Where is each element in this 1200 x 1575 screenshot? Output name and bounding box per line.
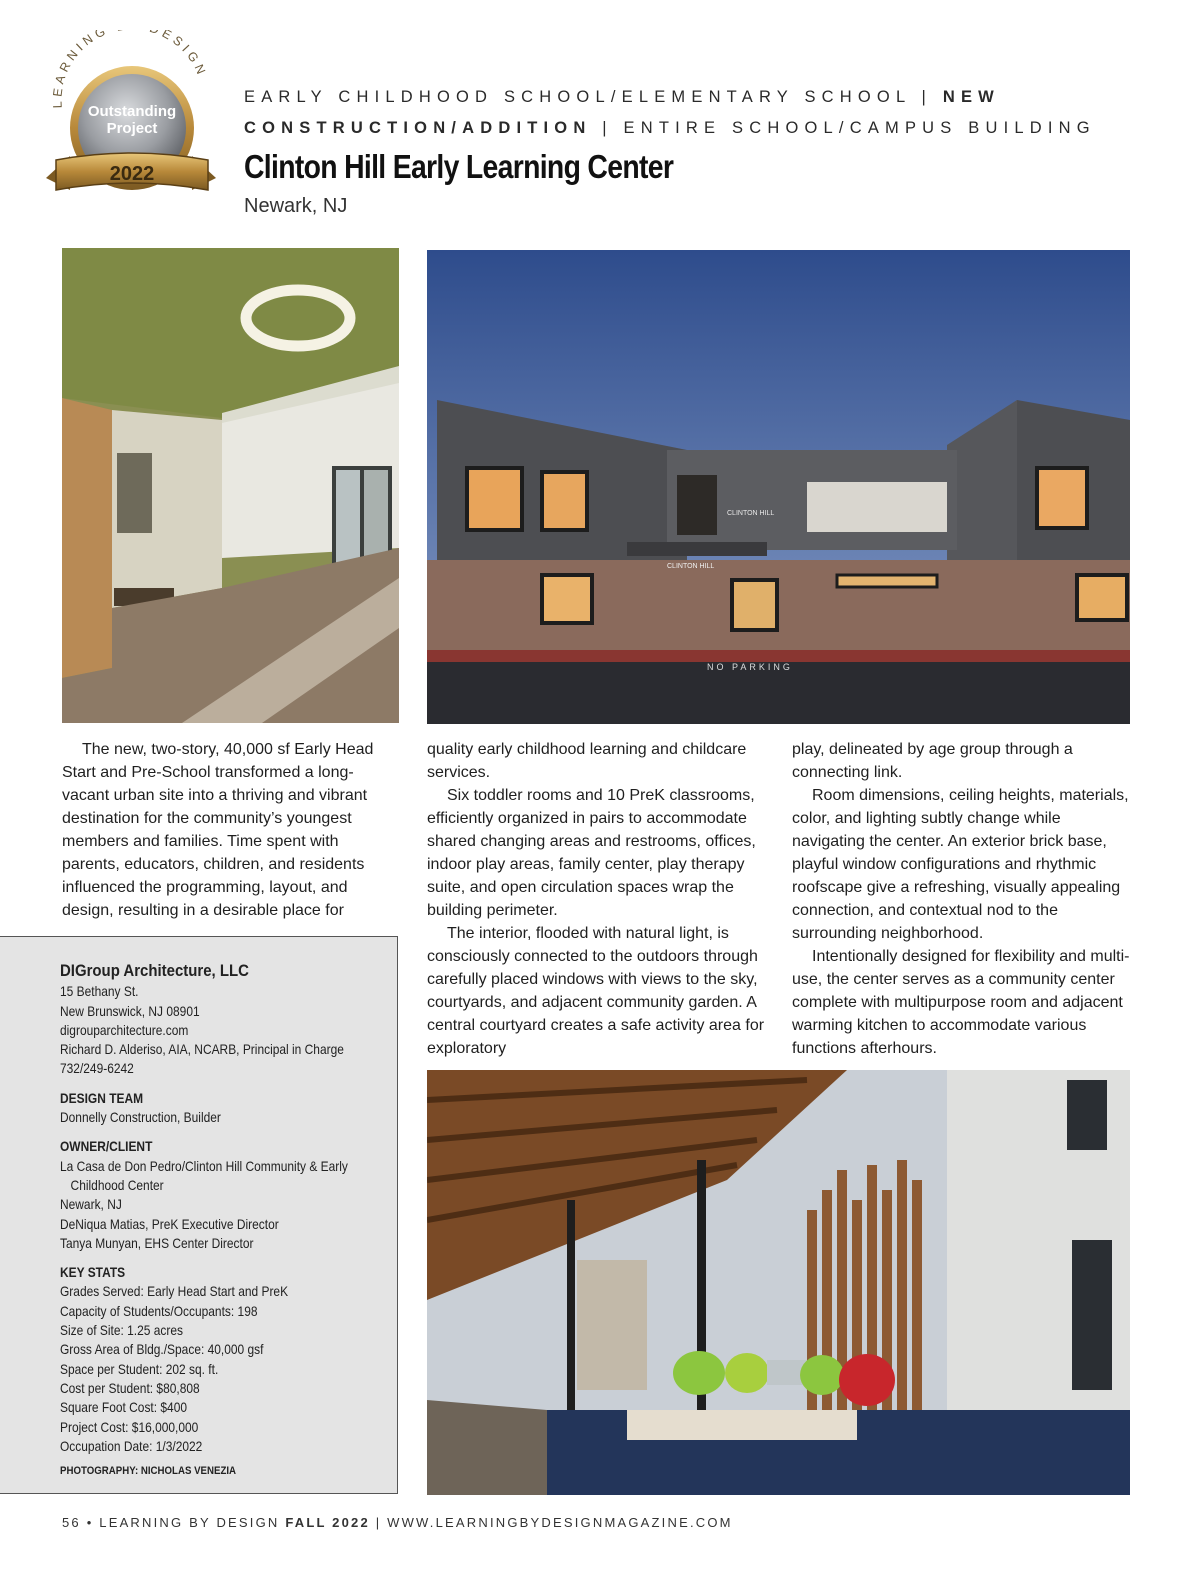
owner-item: La Casa de Don Pedro/Clinton Hill Community & Early [60, 1158, 348, 1174]
firm-address: 15 Bethany St. [60, 984, 139, 1000]
award-seal-icon [40, 30, 220, 210]
article-paragraph: quality early childhood learning and childcare services. [427, 741, 747, 781]
footer-bullet: • [86, 1515, 94, 1530]
article-paragraph: Six toddler rooms and 10 PreK classrooms, efficiently organized in pairs to accommodate shared changing areas and restrooms, offices, indoor play areas, family center, play therapy suite, and open circulation spaces wrap the building perimeter. [427, 787, 756, 919]
design-team-item: Donnelly Construction, Builder [60, 1110, 221, 1126]
article-paragraph: The new, two-story, 40,000 sf Early Head Start and Pre-School transformed a long-vacant urban site into a thriving and vibrant destination for the community’s youngest members and families. Time spent with parents, educators, children, and residents influenced the programming, layout, and design, resulting in a desirable place for [62, 741, 374, 919]
category-separator: | [602, 119, 613, 137]
issue-label: FALL 2022 [285, 1515, 370, 1530]
design-team-heading: DESIGN TEAM [60, 1090, 144, 1106]
project-location: Newark, NJ [244, 195, 348, 217]
article-paragraph: Room dimensions, ceiling heights, materials, color, and lighting subtly change while navigating the center. An exterior brick base, playful window configurations and rhythmic roofscape give a refreshing, visually appealing connection, and contextual nod to the surrounding neighborhood. [792, 787, 1129, 942]
key-stat: Capacity of Students/Occupants: 198 [60, 1303, 258, 1319]
owner-heading: OWNER/CLIENT [60, 1139, 153, 1155]
article-paragraph: play, delineated by age group through a connecting link. [792, 741, 1073, 781]
article-column-3 [792, 738, 1132, 1060]
badge-line2: Project [106, 120, 158, 137]
article-column-1 [62, 738, 392, 922]
firm-contact: Richard D. Alderiso, AIA, NCARB, Principal in Charge [60, 1042, 344, 1058]
owner-item: Newark, NJ [60, 1197, 122, 1213]
key-stat: Occupation Date: 1/3/2022 [60, 1438, 203, 1454]
firm-address: New Brunswick, NJ 08901 [60, 1003, 200, 1019]
pavement-marking: NO PARKING [707, 662, 793, 672]
category-part-bold: CONSTRUCTION/ADDITION [244, 119, 592, 137]
firm-phone: 732/249-6242 [60, 1061, 134, 1077]
firm-name: DIGroup Architecture, LLC [60, 961, 249, 980]
key-stat: Grades Served: Early Head Start and PreK [60, 1284, 289, 1300]
owner-item: Childhood Center [70, 1177, 164, 1193]
key-stats-heading: KEY STATS [60, 1265, 126, 1281]
key-stat: Project Cost: $16,000,000 [60, 1419, 199, 1435]
photo-credit: PHOTOGRAPHY: NICHOLAS VENEZIA [60, 1465, 237, 1478]
page-number: 56 [62, 1515, 81, 1530]
page-footer [62, 1515, 733, 1530]
key-stat: Gross Area of Bldg./Space: 40,000 gsf [60, 1342, 264, 1358]
key-stat: Space per Student: 202 sq. ft. [60, 1361, 219, 1377]
article-paragraph: Intentionally designed for flexibility and multi-use, the center serves as a community center complete with multipurpose room and adjacent warming kitchen to accommodate various functions afterhours. [792, 948, 1130, 1057]
building-sign-upper: CLINTON HILL [727, 510, 775, 517]
magazine-name: LEARNING BY DESIGN [99, 1515, 280, 1530]
category-line-1 [244, 88, 1000, 107]
magazine-url: WWW.LEARNINGBYDESIGNMAGAZINE.COM [387, 1515, 733, 1530]
owner-item: DeNiqua Matias, PreK Executive Director [60, 1216, 279, 1232]
category-part-bold: NEW [942, 88, 1000, 106]
badge-line1: Outstanding [87, 103, 177, 120]
key-stat: Cost per Student: $80,808 [60, 1380, 200, 1396]
owner-item: Tanya Munyan, EHS Center Director [60, 1235, 254, 1251]
badge-arc-text: LEARNING ESIGN [50, 30, 210, 109]
award-badge [40, 30, 220, 210]
footer-separator: | [375, 1515, 382, 1530]
interior-photo [62, 248, 399, 723]
key-stat: Square Foot Cost: $400 [60, 1400, 188, 1416]
courtyard-photo [427, 1070, 1130, 1495]
category-part: EARLY CHILDHOOD SCHOOL/ELEMENTARY SCHOOL [244, 88, 911, 106]
category-part: ENTIRE SCHOOL/CAMPUS BUILDING [623, 119, 1096, 137]
article-column-2 [427, 738, 772, 1060]
category-line-2 [244, 119, 1096, 138]
building-sign-lower: CLINTON HILL [667, 563, 715, 570]
exterior-photo [427, 250, 1130, 724]
article-paragraph: The interior, flooded with natural light, is consciously connected to the outdoors through carefully placed windows with views to the sky, courtyards, and adjacent community garden. A central courtyard creates a safe activity area for exploratory [427, 925, 765, 1057]
page-title: Clinton Hill Early Learning Center [244, 148, 674, 185]
badge-year: 2022 [109, 163, 155, 185]
category-separator: | [921, 88, 933, 106]
key-stat: Size of Site: 1.25 acres [60, 1323, 184, 1339]
project-info-sidebar [0, 936, 398, 1494]
firm-website: digrouparchitecture.com [60, 1022, 189, 1038]
